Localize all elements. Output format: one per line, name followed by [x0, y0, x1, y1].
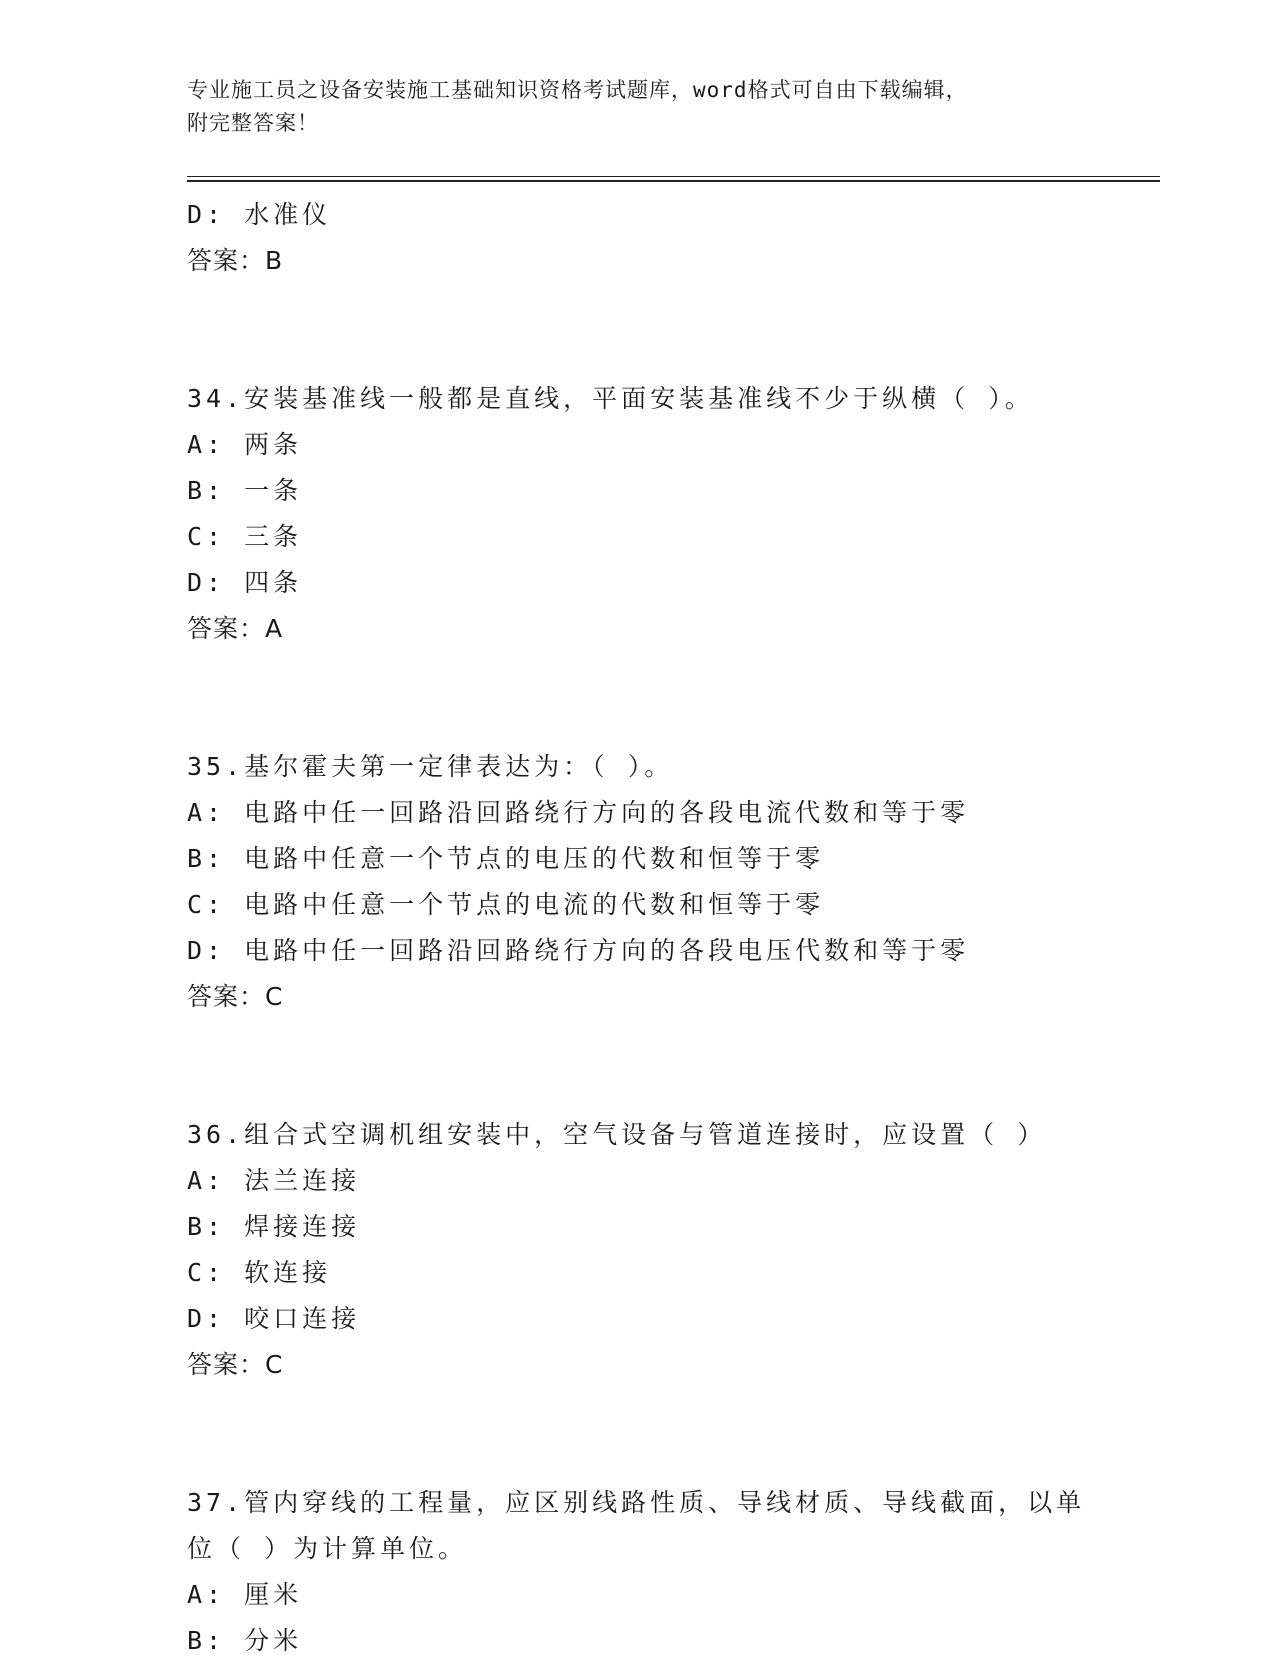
header-divider-thick	[187, 180, 1160, 182]
option-a: A: 法兰连接	[187, 1166, 361, 1195]
question-stem: 34.安装基准线一般都是直线，平面安装基准线不少于纵横（ ）。	[187, 384, 1034, 413]
header-divider-thin	[187, 176, 1160, 177]
spacer	[187, 1020, 1087, 1112]
option-b: B: 电路中任意一个节点的电压的代数和恒等于零	[187, 844, 825, 873]
question-36	[187, 1112, 1087, 1388]
option-b: B: 焊接连接	[187, 1212, 361, 1241]
document-body	[187, 192, 1087, 1664]
question-37	[187, 1480, 1087, 1664]
option-d: D: 水准仪	[187, 200, 332, 229]
previous-question-tail	[187, 192, 1087, 284]
question-34	[187, 376, 1087, 652]
answer-line: 答案：B	[187, 246, 284, 275]
header-line-2: 附完整答案！	[187, 111, 319, 135]
question-35	[187, 744, 1087, 1020]
question-stem: 35.基尔霍夫第一定律表达为：（ ）。	[187, 752, 674, 781]
option-b: B: 一条	[187, 476, 303, 505]
answer-line: 答案：A	[187, 614, 284, 643]
spacer	[187, 284, 1087, 376]
option-a: A: 厘米	[187, 1580, 303, 1609]
option-c: C: 三条	[187, 522, 303, 551]
option-c: C: 电路中任意一个节点的电流的代数和恒等于零	[187, 890, 825, 919]
question-stem-line-2: 位（ ）为计算单位。	[187, 1534, 468, 1563]
option-d: D: 四条	[187, 568, 303, 597]
spacer	[187, 1388, 1087, 1480]
option-a: A: 两条	[187, 430, 303, 459]
answer-line: 答案：C	[187, 982, 284, 1011]
option-b: B: 分米	[187, 1626, 303, 1655]
option-d: D: 咬口连接	[187, 1304, 361, 1333]
question-stem: 36.组合式空调机组安装中，空气设备与管道连接时，应设置（ ）	[187, 1120, 1047, 1149]
option-d: D: 电路中任一回路沿回路绕行方向的各段电压代数和等于零	[187, 936, 970, 965]
question-stem-line-1: 37.管内穿线的工程量，应区别线路性质、导线材质、导线截面，以单	[187, 1488, 1086, 1517]
spacer	[187, 652, 1087, 744]
option-a: A: 电路中任一回路沿回路绕行方向的各段电流代数和等于零	[187, 798, 970, 827]
option-c: C: 软连接	[187, 1258, 332, 1287]
answer-line: 答案：C	[187, 1350, 284, 1379]
document-header	[187, 74, 1087, 140]
header-line-1: 专业施工员之设备安装施工基础知识资格考试题库，word格式可自由下载编辑，	[187, 78, 968, 102]
